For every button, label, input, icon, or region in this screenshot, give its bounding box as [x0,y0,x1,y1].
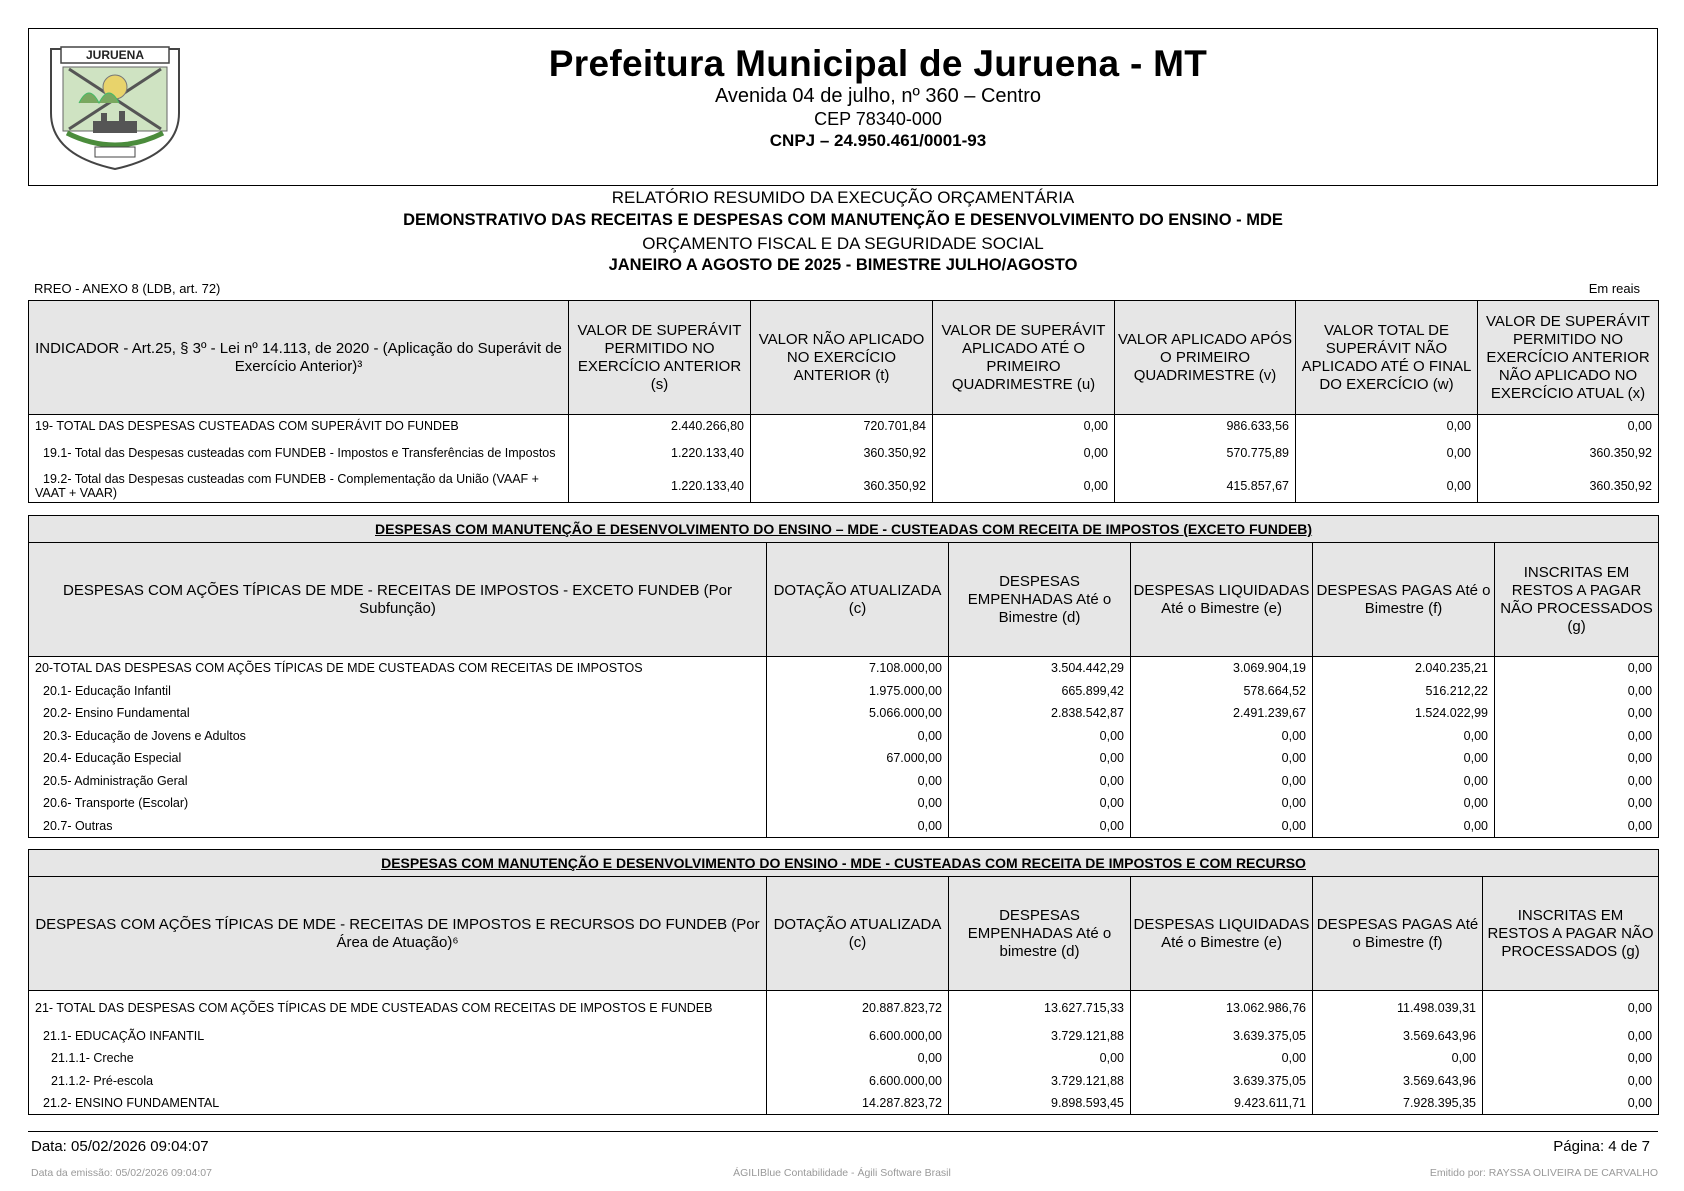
currency-unit: Em reais [1588,281,1640,296]
cell-value: 20.887.823,72 [767,991,949,1025]
cell-value: 3.504.442,29 [949,657,1131,680]
table-row [29,991,1659,1025]
column-header: DESPESAS PAGAS Até o Bimestre (f) [1313,877,1483,991]
cell-value: 1.220.133,40 [569,437,751,470]
cell-value: 1.220.133,40 [569,470,751,503]
row-label: 21.1.1- Creche [29,1047,767,1070]
row-label: 20.7- Outras [29,815,767,838]
cell-value: 5.066.000,00 [767,702,949,725]
column-header: DESPESAS EMPENHADAS Até o Bimestre (d) [949,543,1131,657]
column-header: INDICADOR - Art.25, § 3º - Lei nº 14.113, de 2020 - (Aplicação do Superávit de Exercício Anterior)³ [29,301,569,415]
cell-value: 665.899,42 [949,680,1131,703]
cell-value: 2.838.542,87 [949,702,1131,725]
emission-date: Data da emissão: 05/02/2026 09:04:07 [31,1167,212,1179]
table-row [29,747,1659,770]
row-label: 21- TOTAL DAS DESPESAS COM AÇÕES TÍPICAS DE MDE CUSTEADAS COM RECEITAS DE IMPOSTOS E FUNDEB [29,991,767,1025]
table-row [29,470,1659,503]
cell-value: 516.212,22 [1313,680,1495,703]
cell-value: 0,00 [1495,792,1659,815]
cell-value: 2.440.266,80 [569,415,751,437]
cell-value: 0,00 [1313,770,1495,793]
cell-value: 0,00 [1495,815,1659,838]
cell-value: 0,00 [1296,470,1478,503]
cell-value: 3.639.375,05 [1131,1025,1313,1048]
column-header: DOTAÇÃO ATUALIZADA (c) [767,877,949,991]
table-row [29,680,1659,703]
report-period: JANEIRO A AGOSTO DE 2025 - BIMESTRE JULHO/AGOSTO [608,256,1078,274]
city-hall-cnpj: CNPJ – 24.950.461/0001-93 [769,131,987,150]
column-header: DESPESAS LIQUIDADAS Até o Bimestre (e) [1131,877,1313,991]
row-label: 19.1- Total das Despesas custeadas com FUNDEB - Impostos e Transferências de Impostos [29,437,569,470]
cell-value: 11.498.039,31 [1313,991,1483,1025]
column-header: DESPESAS EMPENHADAS Até o bimestre (d) [949,877,1131,991]
cell-value: 67.000,00 [767,747,949,770]
table-row [29,1047,1659,1070]
row-label: 19.2- Total das Despesas custeadas com FUNDEB - Complementação da União (VAAF + VAAT + VAAR) [29,470,569,503]
cell-value: 3.069.904,19 [1131,657,1313,680]
cell-value: 0,00 [1495,747,1659,770]
cell-value: 0,00 [1131,725,1313,748]
row-label: 19- TOTAL DAS DESPESAS CUSTEADAS COM SUPERÁVIT DO FUNDEB [29,415,569,437]
cell-value: 0,00 [1313,815,1495,838]
table-header-row [29,543,1659,657]
cell-value: 0,00 [1483,1025,1659,1048]
table-header-row [29,301,1659,415]
row-label: 20.2- Ensino Fundamental [29,702,767,725]
table-row [29,815,1659,838]
cell-value: 1.524.022,99 [1313,702,1495,725]
cell-value: 7.108.000,00 [767,657,949,680]
cell-value: 0,00 [1483,1070,1659,1093]
cell-value: 0,00 [767,770,949,793]
cell-value: 3.729.121,88 [949,1070,1131,1093]
page-number: Página: 4 de 7 [1553,1138,1650,1155]
table-row [29,415,1659,437]
report-title-line-1: RELATÓRIO RESUMIDO DA EXECUÇÃO ORÇAMENTÁRIA [611,188,1075,207]
cell-value: 3.569.643,96 [1313,1070,1483,1093]
column-header: DESPESAS COM AÇÕES TÍPICAS DE MDE - RECEITAS DE IMPOSTOS - EXCETO FUNDEB (Por Subfunção) [29,543,767,657]
logo-text: JURUENA [85,48,145,62]
cell-value: 0,00 [949,747,1131,770]
cell-value: 0,00 [1313,792,1495,815]
row-label: 21.2- ENSINO FUNDAMENTAL [29,1092,767,1115]
report-title-line-2: DEMONSTRATIVO DAS RECEITAS E DESPESAS COM MANUTENÇÃO E DESENVOLVIMENTO DO ENSINO - MDE [403,211,1283,229]
cell-value: 0,00 [767,815,949,838]
cell-value: 0,00 [949,815,1131,838]
cell-value: 2.040.235,21 [1313,657,1495,680]
cell-value: 1.975.000,00 [767,680,949,703]
cell-value: 0,00 [767,792,949,815]
table-row [29,725,1659,748]
report-title-line-3: ORÇAMENTO FISCAL E DA SEGURIDADE SOCIAL [642,234,1044,253]
cell-value: 0,00 [1483,991,1659,1025]
cell-value: 986.633,56 [1115,415,1296,437]
cell-value: 0,00 [933,470,1115,503]
cell-value: 0,00 [1296,415,1478,437]
column-header: DESPESAS PAGAS Até o Bimestre (f) [1313,543,1495,657]
cell-value: 0,00 [1495,702,1659,725]
column-header: INSCRITAS EM RESTOS A PAGAR NÃO PROCESSADOS (g) [1495,543,1659,657]
fundeb-surplus-table [28,300,1659,503]
cell-value: 9.898.593,45 [949,1092,1131,1115]
cell-value: 0,00 [1483,1047,1659,1070]
column-header: VALOR NÃO APLICADO NO EXERCÍCIO ANTERIOR (t) [751,301,933,415]
cell-value: 0,00 [1131,770,1313,793]
issued-by: Emitido por: RAYSSA OLIVEIRA DE CARVALHO [1429,1167,1658,1179]
cell-value: 0,00 [1495,657,1659,680]
city-hall-title: Prefeitura Municipal de Juruena - MT [548,43,1208,84]
cell-value: 360.350,92 [751,437,933,470]
table-row [29,657,1659,680]
cell-value: 415.857,67 [1115,470,1296,503]
city-hall-address: Avenida 04 de julho, nº 360 – Centro [714,85,1042,107]
cell-value: 360.350,92 [751,470,933,503]
cell-value: 0,00 [1483,1092,1659,1115]
column-header: VALOR DE SUPERÁVIT PERMITIDO NO EXERCÍCIO ANTERIOR (s) [569,301,751,415]
section-title: DESPESAS COM MANUTENÇÃO E DESENVOLVIMENTO DO ENSINO - MDE - CUSTEADAS COM RECEITA DE IMPOSTOS E COM RECURSO [29,850,1659,877]
row-label: 21.1.2- Pré-escola [29,1070,767,1093]
mde-taxes-and-fundeb-table [28,849,1659,1115]
footer-date: Data: 05/02/2026 09:04:07 [31,1138,209,1155]
cell-value: 0,00 [933,415,1115,437]
table-row [29,792,1659,815]
cell-value: 0,00 [1495,725,1659,748]
table-row [29,770,1659,793]
column-header: DOTAÇÃO ATUALIZADA (c) [767,543,949,657]
cell-value: 360.350,92 [1478,470,1659,503]
table-row [29,702,1659,725]
footer-divider [28,1131,1658,1132]
cell-value: 0,00 [949,792,1131,815]
cell-value: 0,00 [949,725,1131,748]
cell-value: 360.350,92 [1478,437,1659,470]
table-row [29,1025,1659,1048]
row-label: 21.1- EDUCAÇÃO INFANTIL [29,1025,767,1048]
city-hall-cep: CEP 78340-000 [814,109,942,129]
section-title-row [29,516,1659,543]
cell-value: 720.701,84 [751,415,933,437]
table-row [29,1070,1659,1093]
cell-value: 0,00 [949,770,1131,793]
column-header: VALOR DE SUPERÁVIT APLICADO ATÉ O PRIMEIRO QUADRIMESTRE (u) [933,301,1115,415]
cell-value: 0,00 [1478,415,1659,437]
cell-value: 6.600.000,00 [767,1025,949,1048]
section-title-row [29,850,1659,877]
cell-value: 578.664,52 [1131,680,1313,703]
section-title: DESPESAS COM MANUTENÇÃO E DESENVOLVIMENTO DO ENSINO – MDE - CUSTEADAS COM RECEITA DE IMPOSTOS (EXCETO FUNDEB) [29,516,1659,543]
cell-value: 0,00 [1313,747,1495,770]
column-header: INSCRITAS EM RESTOS A PAGAR NÃO PROCESSADOS (g) [1483,877,1659,991]
cell-value: 0,00 [1131,792,1313,815]
cell-value: 2.491.239,67 [1131,702,1313,725]
cell-value: 0,00 [949,1047,1131,1070]
cell-value: 9.423.611,71 [1131,1092,1313,1115]
cell-value: 3.569.643,96 [1313,1025,1483,1048]
cell-value: 14.287.823,72 [767,1092,949,1115]
cell-value: 0,00 [1296,437,1478,470]
letterhead [28,28,1658,186]
cell-value: 0,00 [767,725,949,748]
mde-taxes-excluding-fundeb-table [28,515,1659,838]
cell-value: 6.600.000,00 [767,1070,949,1093]
cell-value: 13.062.986,76 [1131,991,1313,1025]
column-header: VALOR APLICADO APÓS O PRIMEIRO QUADRIMESTRE (v) [1115,301,1296,415]
cell-value: 0,00 [767,1047,949,1070]
column-header: VALOR TOTAL DE SUPERÁVIT NÃO APLICADO ATÉ O FINAL DO EXERCÍCIO (w) [1296,301,1478,415]
row-label: 20.4- Educação Especial [29,747,767,770]
cell-value: 13.627.715,33 [949,991,1131,1025]
cell-value: 3.729.121,88 [949,1025,1131,1048]
row-label: 20-TOTAL DAS DESPESAS COM AÇÕES TÍPICAS DE MDE CUSTEADAS COM RECEITAS DE IMPOSTOS [29,657,767,680]
cell-value: 0,00 [1313,725,1495,748]
row-label: 20.6- Transporte (Escolar) [29,792,767,815]
cell-value: 7.928.395,35 [1313,1092,1483,1115]
row-label: 20.1- Educação Infantil [29,680,767,703]
table-row [29,437,1659,470]
cell-value: 0,00 [1495,770,1659,793]
row-label: 20.5- Administração Geral [29,770,767,793]
cell-value: 0,00 [1313,1047,1483,1070]
cell-value: 3.639.375,05 [1131,1070,1313,1093]
cell-value: 0,00 [1131,747,1313,770]
column-header: DESPESAS COM AÇÕES TÍPICAS DE MDE - RECEITAS DE IMPOSTOS E RECURSOS DO FUNDEB (Por Área de Atuação)⁶ [29,877,767,991]
table-header-row [29,877,1659,991]
software-credit: ÁGILIBlue Contabilidade - Ágili Software Brasil [733,1167,951,1179]
column-header: DESPESAS LIQUIDADAS Até o Bimestre (e) [1131,543,1313,657]
table-row [29,1092,1659,1115]
cell-value: 570.775,89 [1115,437,1296,470]
cell-value: 0,00 [1495,680,1659,703]
report-annex: RREO - ANEXO 8 (LDB, art. 72) [34,281,221,296]
cell-value: 0,00 [1131,815,1313,838]
cell-value: 0,00 [1131,1047,1313,1070]
row-label: 20.3- Educação de Jovens e Adultos [29,725,767,748]
column-header: VALOR DE SUPERÁVIT PERMITIDO NO EXERCÍCIO ANTERIOR NÃO APLICADO NO EXERCÍCIO ATUAL (x) [1478,301,1659,415]
cell-value: 0,00 [933,437,1115,470]
